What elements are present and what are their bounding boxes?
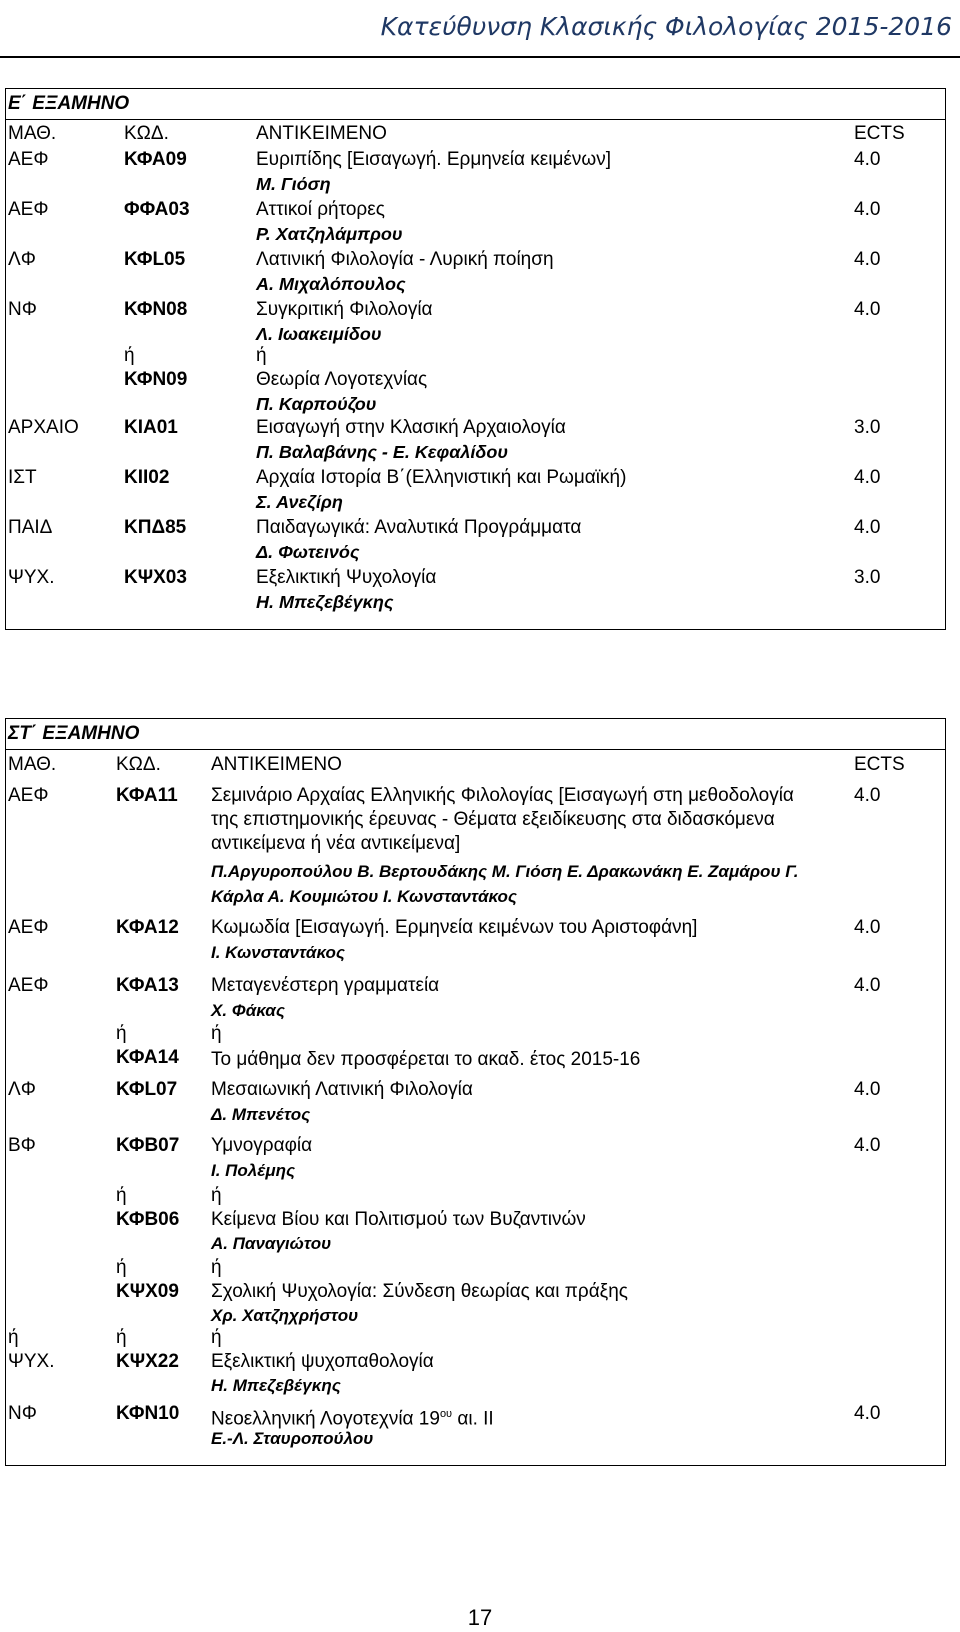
row-code: ΚΦΑ13	[116, 975, 179, 996]
course-text: Νεοελληνική Λογοτεχνία 19	[211, 1408, 440, 1430]
col-subject: ΑΝΤΙΚΕΙΜΕΝΟ	[211, 754, 342, 775]
table-row	[6, 566, 945, 616]
table-header-row	[6, 120, 945, 148]
row-teacher: Δ. Μπενέτος	[211, 1105, 311, 1124]
table-row	[6, 416, 945, 466]
row-course-alt: Εξελικτική ψυχοπαθολογία	[211, 1351, 434, 1372]
row-code: ΚΙΑ01	[124, 417, 178, 438]
row-teacher: Ι. Κωνσταντάκος	[211, 943, 345, 962]
row-ects: 4.0	[854, 785, 881, 806]
row-teacher: Λ. Ιωακειμίδου	[256, 324, 382, 344]
row-teacher: Χ. Φάκας	[211, 1001, 285, 1020]
col-ects: ECTS	[854, 754, 905, 775]
row-math: ΝΦ	[8, 299, 37, 320]
col-kod: ΚΩΔ.	[124, 123, 169, 144]
row-or: ή	[116, 1023, 127, 1044]
row-course: Εξελικτική Ψυχολογία	[256, 567, 437, 588]
row-code: ΚΦΑ12	[116, 917, 179, 938]
row-code: ΚΦL07	[116, 1079, 178, 1100]
semester-st-title: ΣΤ΄ ΕΞΑΜΗΝΟ	[6, 719, 945, 750]
row-teacher: Η. Μπεζεβέγκης	[256, 592, 394, 612]
row-math: ΑΕΦ	[8, 917, 49, 938]
row-course: Συγκριτική Φιλολογία	[256, 299, 433, 320]
row-teacher: Ε.-Λ. Σταυροπούλου	[211, 1429, 374, 1448]
row-course: Μεταγενέστερη γραμματεία	[211, 975, 440, 996]
row-math: ΑΕΦ	[8, 975, 49, 996]
row-teacher: Π.Αργυροπούλου Β. Βερτουδάκης Μ. Γιόση Ε. Δρακωνάκη Ε. Ζαμάρου Γ.	[211, 862, 799, 881]
table-row	[6, 1388, 945, 1448]
row-code: ΚΦL05	[124, 249, 186, 270]
col-math: ΜΑΘ.	[8, 754, 57, 775]
row-math: ΨΥΧ.	[8, 567, 55, 588]
row-code-alt: ΚΨΧ22	[116, 1351, 179, 1372]
row-ects: 4.0	[854, 199, 881, 220]
table-row	[6, 780, 945, 910]
col-ects: ECTS	[854, 123, 905, 144]
row-or: ή	[8, 1327, 19, 1348]
course-text: αι. ΙΙ	[452, 1408, 494, 1430]
row-code: ΚΙΙ02	[124, 467, 170, 488]
table-row	[6, 466, 945, 516]
header-rule	[0, 56, 960, 58]
row-teacher: Σ. Ανεζίρη	[256, 492, 343, 512]
row-ects: 3.0	[854, 567, 881, 588]
row-course: Ευριπίδης [Εισαγωγή. Ερμηνεία κειμένων]	[256, 149, 612, 170]
row-teacher-alt: Α. Παναγιώτου	[211, 1234, 332, 1253]
row-ects: 4.0	[854, 1135, 881, 1156]
row-teacher-alt: Η. Μπεζεβέγκης	[211, 1376, 341, 1395]
table-header-row	[6, 750, 945, 780]
row-teacher: Ι. Πολέμης	[211, 1161, 296, 1180]
table-row	[6, 910, 945, 966]
semester-e-title: Ε΄ ΕΞΑΜΗΝΟ	[6, 89, 945, 120]
row-course: Κωμωδία [Εισαγωγή. Ερμηνεία κειμένων του Αριστοφάνη]	[211, 917, 698, 938]
row-ects: 4.0	[854, 299, 881, 320]
col-kod: ΚΩΔ.	[116, 754, 161, 775]
row-math: ΒΦ	[8, 1135, 36, 1156]
row-course: Αρχαία Ιστορία Β΄(Ελληνιστική και Ρωμαϊκή)	[256, 467, 627, 488]
row-teacher: Μ. Γιόση	[256, 174, 331, 194]
row-teacher: Κάρλα Α. Κουμιώτου Ι. Κωνσταντάκος	[211, 887, 517, 906]
row-course: Λατινική Φιλολογία - Λυρική ποίηση	[256, 249, 554, 270]
row-course: αντικείμενα ή νέα αντικείμενα]	[211, 833, 461, 854]
table-row	[6, 248, 945, 298]
col-subject: ΑΝΤΙΚΕΙΜΕΝΟ	[256, 123, 387, 144]
row-course-alt: Το μάθημα δεν προσφέρεται το ακαδ. έτος 2015-16	[211, 1049, 641, 1070]
row-teacher: Π. Βαλαβάνης - Ε. Κεφαλίδου	[256, 442, 508, 462]
row-code: ΚΦΝ08	[124, 299, 188, 320]
row-ects: 4.0	[854, 149, 881, 170]
row-code-alt: ΚΨΧ09	[116, 1281, 179, 1302]
row-math: ΙΣΤ	[8, 467, 37, 488]
page-number: 17	[467, 1605, 493, 1630]
course-superscript: ου	[439, 1408, 453, 1420]
row-ects: 4.0	[854, 917, 881, 938]
row-teacher: Α. Μιχαλόπουλος	[256, 274, 406, 294]
table-row	[6, 1126, 945, 1395]
row-or: ή	[124, 345, 135, 366]
row-math: ΑΕΦ	[8, 149, 49, 170]
row-course: Σεμινάριο Αρχαίας Ελληνικής Φιλολογίας [Εισαγωγή στη μεθοδολογία	[211, 785, 794, 806]
row-or: ή	[211, 1257, 222, 1278]
row-course: Αττικοί ρήτορες	[256, 199, 385, 220]
row-code: ΦΦΑ03	[124, 199, 190, 220]
row-math: ΑΕΦ	[8, 199, 49, 220]
row-code: ΚΦΝ10	[116, 1403, 180, 1424]
row-ects: 4.0	[854, 1079, 881, 1100]
row-code: ΚΨΧ03	[124, 567, 187, 588]
row-teacher: Δ. Φωτεινός	[256, 542, 360, 562]
row-ects: 4.0	[854, 975, 881, 996]
row-ects: 3.0	[854, 417, 881, 438]
row-or: ή	[256, 345, 267, 366]
page-header-title: Κατεύθυνση Κλασικής Φιλολογίας 2015-2016	[380, 12, 952, 41]
table-row	[6, 298, 945, 416]
row-or: ή	[211, 1185, 222, 1206]
semester-e-table	[5, 88, 946, 630]
row-math: ΑΡΧΑΙΟ	[8, 417, 79, 438]
row-math: ΑΕΦ	[8, 785, 49, 806]
row-code: ΚΠΔ85	[124, 517, 187, 538]
row-course: Υμνογραφία	[211, 1135, 313, 1156]
row-math: ΝΦ	[8, 1403, 37, 1424]
row-course: της επιστημονικής έρευνας - Θέματα εξειδίκευσης στα διδασκόμενα	[211, 809, 775, 830]
table-row	[6, 198, 945, 248]
row-code-alt: ΚΦΒ06	[116, 1209, 180, 1230]
row-course-alt: Θεωρία Λογοτεχνίας	[256, 369, 428, 390]
row-ects: 4.0	[854, 249, 881, 270]
row-code: ΚΦΑ09	[124, 149, 187, 170]
row-or: ή	[211, 1327, 222, 1348]
row-ects: 4.0	[854, 467, 881, 488]
row-or: ή	[211, 1023, 222, 1044]
row-or: ή	[116, 1185, 127, 1206]
row-course: Εισαγωγή στην Κλασική Αρχαιολογία	[256, 417, 566, 438]
row-ects: 4.0	[854, 1403, 881, 1424]
table-row	[6, 966, 945, 1072]
row-code: ΚΦΑ11	[116, 785, 178, 806]
row-teacher-alt: Χρ. Χατζηχρήστου	[211, 1306, 359, 1325]
row-math: ΛΦ	[8, 1079, 36, 1100]
table-row	[6, 148, 945, 198]
row-course-alt: Κείμενα Βίου και Πολιτισμού των Βυζαντινών	[211, 1209, 586, 1230]
row-or: ή	[116, 1257, 127, 1278]
row-ects: 4.0	[854, 517, 881, 538]
row-math-alt: ΨΥΧ.	[8, 1351, 55, 1372]
row-course: Μεσαιωνική Λατινική Φιλολογία	[211, 1079, 473, 1100]
row-teacher-alt: Π. Καρπούζου	[256, 394, 377, 414]
table-row	[6, 1072, 945, 1126]
row-code-alt: ΚΦΝ09	[124, 369, 188, 390]
row-code-alt: ΚΦΑ14	[116, 1047, 179, 1068]
row-math: ΠΑΙΔ	[8, 517, 53, 538]
row-teacher: Ρ. Χατζηλάμπρου	[256, 224, 403, 244]
col-math: ΜΑΘ.	[8, 123, 57, 144]
semester-st-table	[5, 718, 946, 1466]
row-course: Παιδαγωγικά: Αναλυτικά Προγράμματα	[256, 517, 582, 538]
row-math: ΛΦ	[8, 249, 36, 270]
row-code: ΚΦΒ07	[116, 1135, 180, 1156]
row-course-alt: Σχολική Ψυχολογία: Σύνδεση θεωρίας και πράξης	[211, 1281, 628, 1302]
row-or: ή	[116, 1327, 127, 1348]
table-row	[6, 516, 945, 566]
